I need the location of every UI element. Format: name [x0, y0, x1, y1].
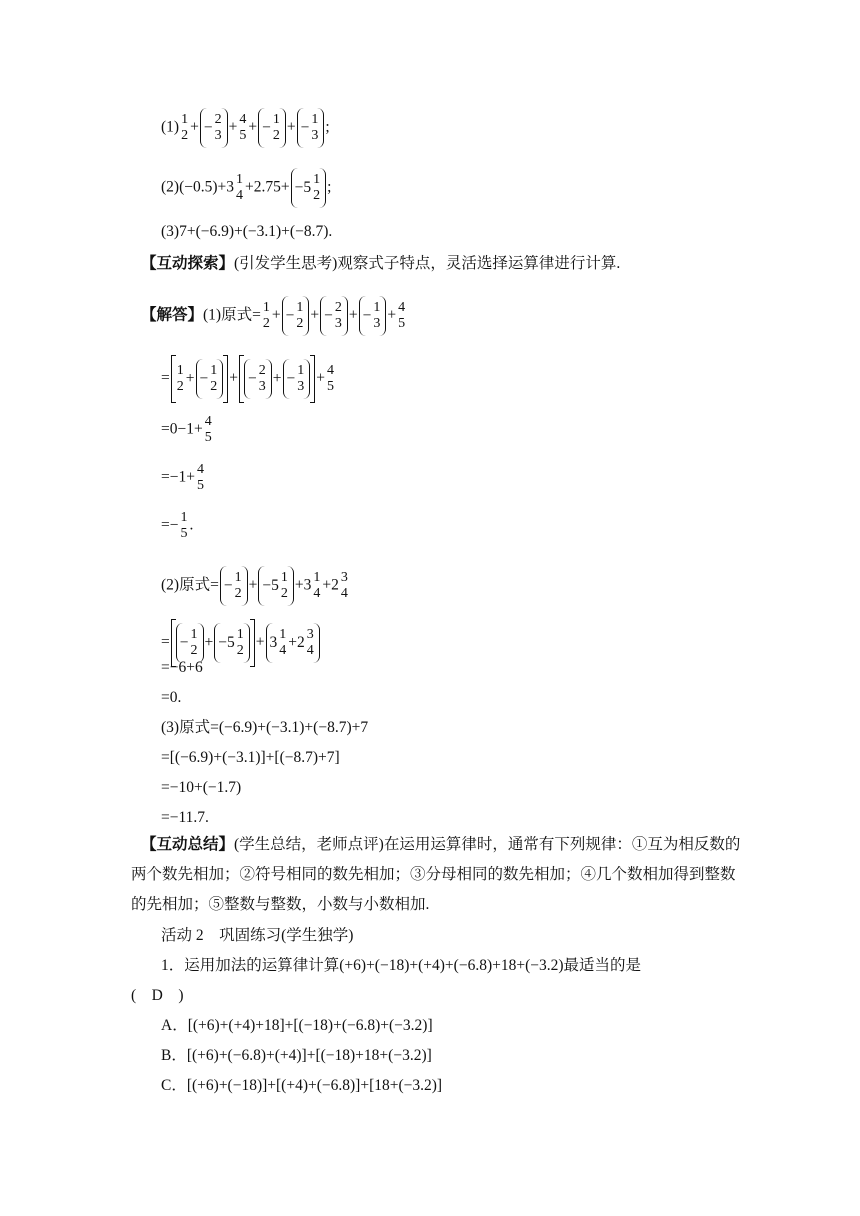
answer-1-line-3: =0−1+ 4 5	[161, 414, 212, 445]
answer-1-head: (1)原式=	[203, 306, 261, 324]
question-1: 1．运用加法的运算律计算(+6)+(−18)+(+4)+(−6.8)+18+(−3.2)最适当的是	[161, 957, 642, 974]
answer-3-line-2: =[(−6.9)+(−3.1)]+[(−8.7)+7]	[161, 749, 340, 766]
fraction: 1 2	[181, 112, 189, 143]
fraction: 4 5	[239, 112, 247, 143]
paren-group: −5 1 2	[291, 168, 327, 208]
problem-2-mid: +2.75+	[245, 178, 290, 196]
answer-2-line-4: =0.	[161, 689, 182, 706]
paren-group: − 1 3	[297, 108, 325, 148]
answer-1-l3: =0−1+	[161, 420, 203, 438]
question-1-answer: ( D )	[131, 987, 184, 1004]
answer-1-line-2: = 1 2 + − 1 2 + − 2 3 + − 1 3 + 4 5	[161, 356, 336, 402]
activity-2-title: 活动 2 巩固练习(学生独学)	[161, 927, 354, 944]
explore-paragraph	[141, 254, 620, 274]
explore-tag: 【互动探索】	[141, 255, 235, 272]
answer-3-line-4: =−11.7.	[161, 809, 209, 826]
answer-1-line-4: =−1+ 4 5	[161, 462, 204, 493]
paren-group: − 2 3	[200, 108, 228, 148]
answer-3-line-1: (3)原式=(−6.9)+(−3.1)+(−8.7)+7	[161, 719, 369, 736]
answer-3-line-3: =−10+(−1.7)	[161, 779, 242, 796]
answer-2-line-1: (2)原式= − 1 2 + −5 1 2 +3 1 4 +2 3 4	[161, 566, 350, 606]
paren-group: − 1 2	[258, 108, 286, 148]
explore-text: (引发学生思考)观察式子特点，灵活选择运算律进行计算.	[234, 255, 621, 272]
option-a: A．[(+6)+(+4)+18]+[(−18)+(−6.8)+(−3.2)]	[161, 1017, 433, 1034]
option-b: B．[(+6)+(−6.8)+(+4)]+[(−18)+18+(−3.2)]	[161, 1047, 432, 1064]
problem-1: (1) 1 2 + − 2 3 + 4 5 + − 1 2 + − 1 3 ;	[161, 108, 330, 148]
problem-1-label: (1)	[161, 118, 180, 136]
answer-2-line-3: =−6+6	[161, 659, 203, 676]
summary-text: (学生总结，老师点评)在运用运算律时，通常有下列规律：①互为相反数的两个数先相加；②符号相同的数先相加；③分母相同的数先相加；④几个数相加得到整数的先相加；⑤整数与整数，小数与小数相加.	[131, 836, 741, 913]
problem-2: (2)(−0.5)+3 1 4 +2.75+ −5 1 2 ;	[161, 168, 331, 208]
answer-2-head: (2)原式=	[161, 576, 219, 594]
answer-2-line-2: = − 1 2 + −5 1 2 + 3 1 4 +2 3 4	[161, 620, 321, 666]
problem-3: (3)7+(−6.9)+(−3.1)+(−8.7).	[161, 223, 333, 240]
summary-paragraph	[131, 830, 741, 920]
option-c: C．[(+6)+(−18)]+[(+4)+(−6.8)]+[18+(−3.2)]	[161, 1077, 443, 1094]
problem-2-text: (2)(−0.5)+3	[161, 178, 235, 196]
answer-tag: 【解答】	[141, 306, 204, 324]
summary-tag: 【互动总结】	[141, 836, 235, 853]
answer-1-line-5: =− 1 5 .	[161, 510, 194, 541]
answer-1-l4: =−1+	[161, 468, 195, 486]
answer-1-line-1: 【解答】(1)原式= 1 2 + − 1 2 + − 2 3 + − 1 3 + 4 5	[141, 296, 407, 336]
answer-1-l5: =−	[161, 516, 179, 534]
problem-2-end: ;	[327, 178, 332, 196]
